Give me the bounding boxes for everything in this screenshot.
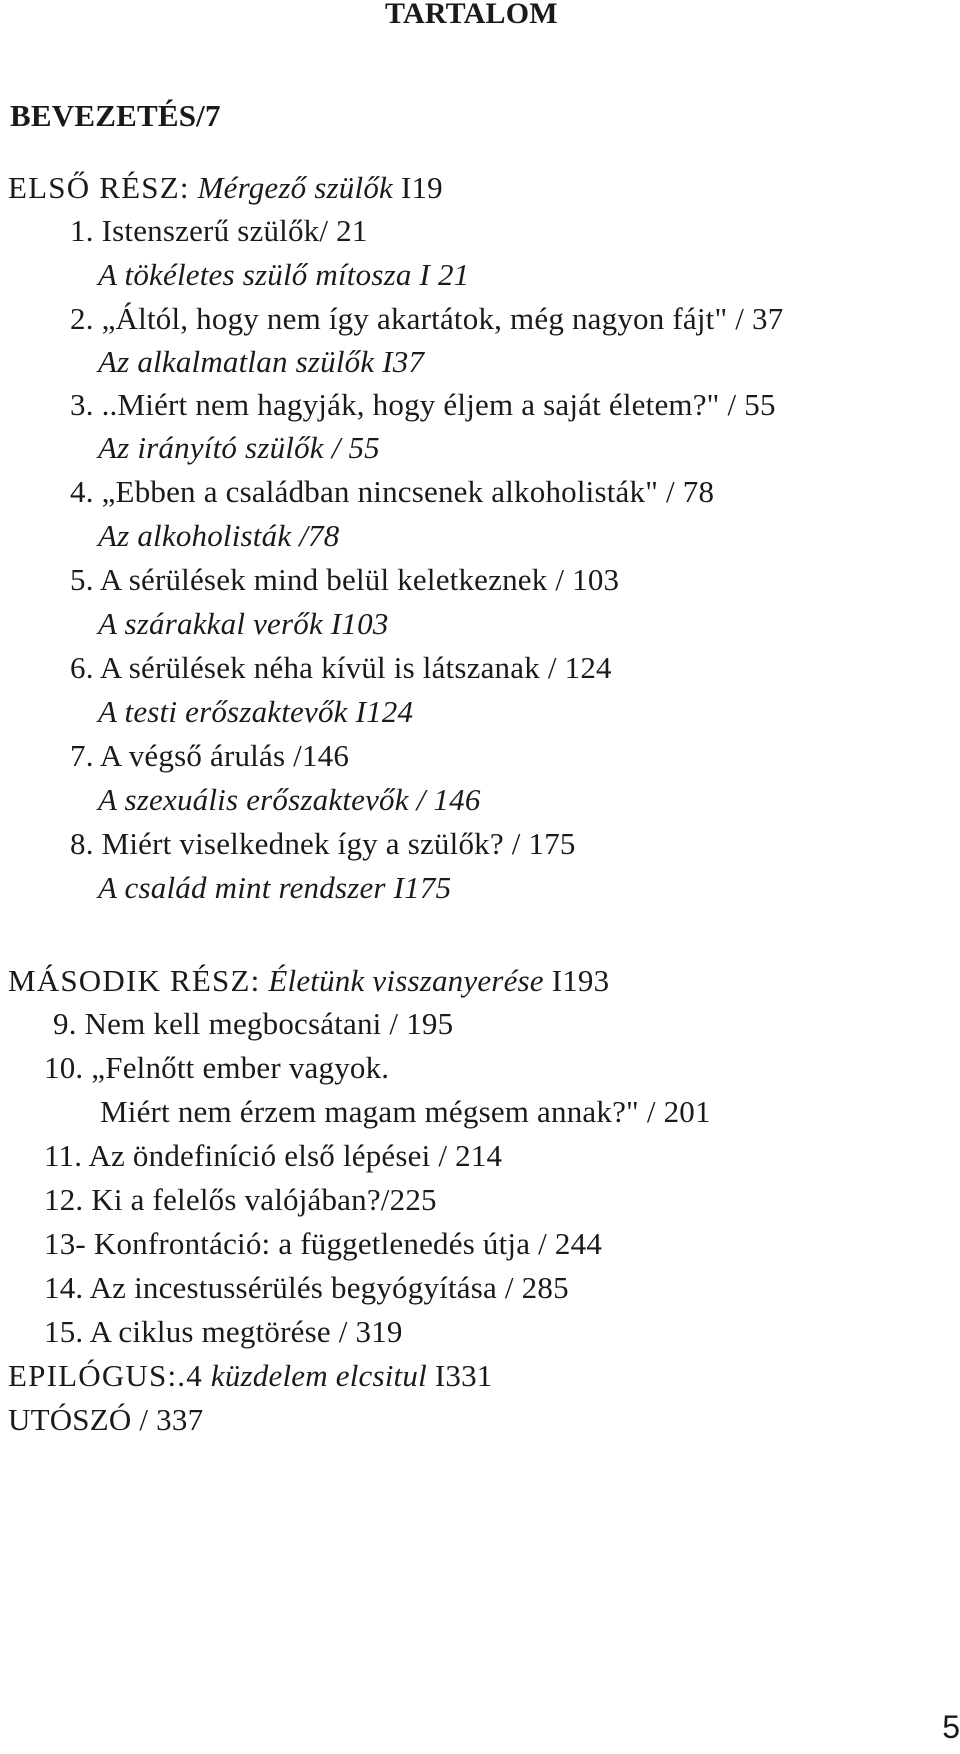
epilogue-label: EPILÓGUS:.4 [8,1358,203,1393]
toc-subtitle: A család mint rendszer I175 [98,870,452,905]
toc-subtitle: Az irányító szülők / 55 [98,430,380,465]
toc-subtitle: A szexuális erőszaktevők / 146 [98,782,481,817]
page-number: 5 [942,1709,960,1745]
part-two-name: Életünk visszanyerése [268,963,544,998]
epilogue-entry [8,1356,492,1396]
toc-subtitle: A testi erőszaktevők I124 [98,694,414,729]
part-one-page: I19 [400,170,443,205]
toc-subtitle: Az alkoholisták /78 [98,518,340,553]
toc-chapter: 7. A végső árulás /146 [70,738,350,773]
toc-chapter: 12. Ki a felelős valójában?/225 [44,1182,437,1217]
toc-chapter: 2. „Áltól, hogy nem így akartátok, még nagyon fájt" / 37 [70,301,784,336]
toc-subtitle: A tökéletes szülő mítosza I 21 [98,257,470,292]
toc-chapter-continuation: Miért nem érzem magam mégsem annak?" / 201 [100,1094,711,1129]
part-one-name: Mérgező szülők [197,170,393,205]
intro-entry: BEVEZETÉS/7 [10,98,221,133]
toc-chapter: 11. Az öndefiníció első lépései / 214 [44,1138,503,1173]
toc-chapter: 10. „Felnőtt ember vagyok. [44,1050,390,1085]
part-two-page: I193 [551,963,610,998]
toc-chapter: 3. ..Miért nem hagyják, hogy éljem a saját életem?" / 55 [70,387,776,422]
toc-chapter: 15. A ciklus megtörése / 319 [44,1314,403,1349]
page-title: TARTALOM [385,0,558,30]
toc-chapter: 6. A sérülések néha kívül is látszanak / 124 [70,650,612,685]
part-two-heading [8,961,609,1001]
toc-chapter: 13- Konfrontáció: a függetlenedés útja / 244 [44,1226,603,1261]
part-one-heading [8,168,443,208]
toc-chapter: 4. „Ebben a családban nincsenek alkoholisták" / 78 [70,474,715,509]
toc-chapter: 1. Istenszerű szülők/ 21 [70,213,368,248]
epilogue-name: küzdelem elcsitul [210,1358,427,1393]
toc-chapter: 8. Miért viselkednek így a szülők? / 175 [70,826,576,861]
toc-chapter: 14. Az incestussérülés begyógyítása / 285 [44,1270,569,1305]
toc-chapter: 9. Nem kell megbocsátani / 195 [53,1006,454,1041]
toc-subtitle: Az alkalmatlan szülők I37 [98,344,425,379]
epilogue-page: I331 [434,1358,493,1393]
toc-subtitle: A szárakkal verők I103 [98,606,389,641]
toc-chapter: 5. A sérülések mind belül keletkeznek / 103 [70,562,620,597]
part-two-label: MÁSODIK RÉSZ: [8,963,261,998]
part-one-label: ELSŐ RÉSZ: [8,170,190,205]
afterword-entry: UTÓSZÓ / 337 [8,1402,204,1437]
